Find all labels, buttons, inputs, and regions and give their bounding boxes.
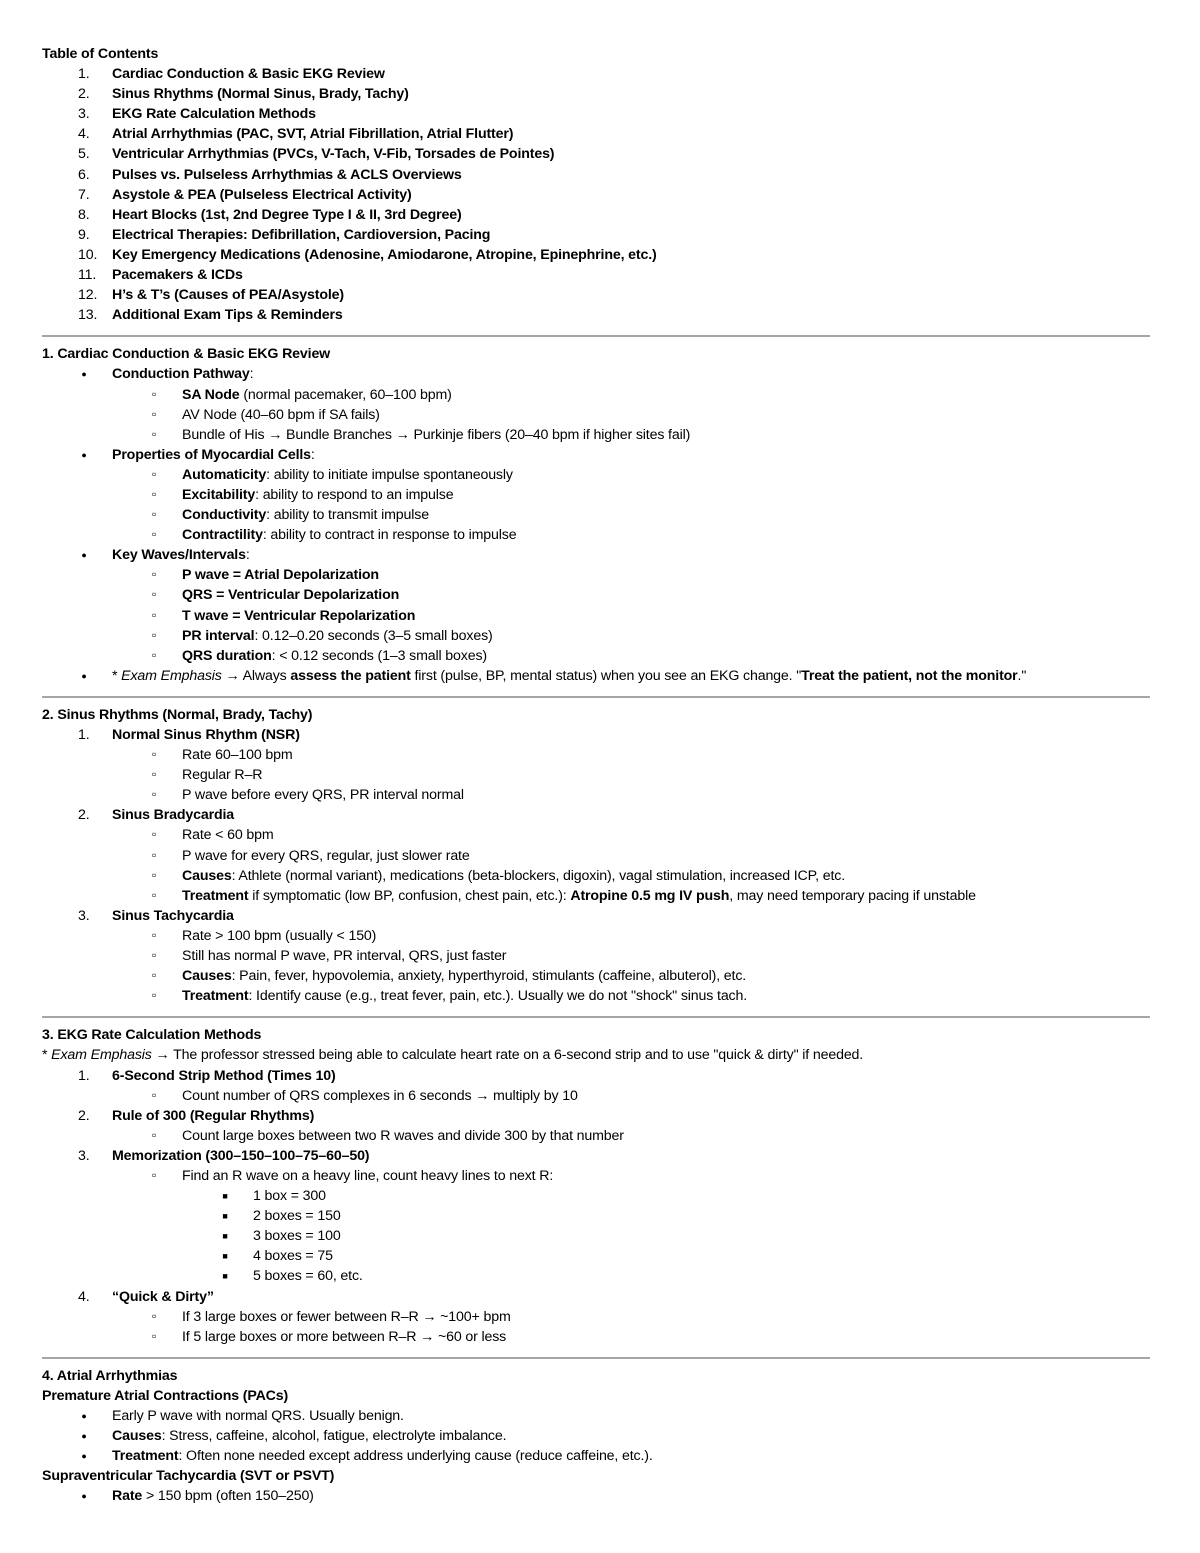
item-text: if symptomatic (low BP, confusion, chest pain, etc.): <box>248 887 571 904</box>
bullet-square-outline-icon <box>148 465 160 485</box>
toc-item-text: Heart Blocks (1st, 2nd Degree Type I & II, 3rd Degree) <box>112 206 462 223</box>
item-number: 3. <box>78 907 90 924</box>
section-atrial-arrhythmias <box>42 1366 1154 1507</box>
item-label: Conductivity <box>182 507 267 524</box>
toc-title: Table of Contents <box>42 46 159 62</box>
item-number: 2. <box>78 807 90 824</box>
toc-item-number: 2. <box>78 86 90 103</box>
horizontal-divider <box>42 696 1150 698</box>
list-item <box>42 745 1154 765</box>
emphasis-label: Exam Emphasis <box>121 667 222 684</box>
bullet-square-outline-icon <box>148 585 160 605</box>
bullet-square-outline-icon <box>148 745 160 765</box>
toc-item-text: Cardiac Conduction & Basic EKG Review <box>112 66 385 83</box>
item-number: 1. <box>78 727 90 743</box>
item-text: P wave before every QRS, PR interval normal <box>182 787 464 804</box>
bullet-square-outline-icon <box>148 646 160 666</box>
item-label: Rule of 300 (Regular Rhythms) <box>112 1107 315 1124</box>
item-text: : 0.12–0.20 seconds (3–5 small boxes) <box>254 627 493 644</box>
toc-item <box>42 144 1154 164</box>
list-item <box>42 445 1154 465</box>
horizontal-divider <box>42 1357 1150 1359</box>
numbered-item <box>42 906 1154 926</box>
item-text: → Always <box>221 667 291 684</box>
list-item <box>42 565 1154 585</box>
bullet-square-outline-icon <box>148 485 160 505</box>
bullet-square-outline-icon <box>148 926 160 946</box>
numbered-item <box>42 1287 1154 1307</box>
toc-item-text: Ventricular Arrhythmias (PVCs, V-Tach, V-Fib, Torsades de Pointes) <box>112 146 555 163</box>
item-text: : Pain, fever, hypovolemia, anxiety, hyperthyroid, stimulants (caffeine, albuterol), etc. <box>231 968 747 985</box>
list-item <box>42 1446 1154 1466</box>
list-item <box>42 1426 1154 1446</box>
list-item <box>42 1186 1154 1206</box>
section-sinus-rhythms <box>42 705 1154 1006</box>
item-text: Find an R wave on a heavy line, count heavy lines to next R: <box>182 1167 554 1184</box>
list-item <box>42 926 1154 946</box>
item-label: Rate <box>112 1488 143 1505</box>
bullet-square-outline-icon <box>148 946 160 966</box>
list-item <box>42 1206 1154 1226</box>
toc-item-number: 5. <box>78 146 90 163</box>
list-item <box>42 1307 1154 1327</box>
section-heading: 1. Cardiac Conduction & Basic EKG Review <box>42 346 331 363</box>
item-text: : ability to contract in response to impulse <box>262 527 517 544</box>
item-number: 2. <box>78 1107 90 1124</box>
item-label: PR interval <box>182 627 255 644</box>
subsection-heading: Premature Atrial Contractions (PACs) <box>42 1387 289 1404</box>
toc-item-text: Key Emergency Medications (Adenosine, Amiodarone, Atropine, Epinephrine, etc.) <box>112 246 657 263</box>
item-label: Treat the patient, not the monitor <box>801 667 1018 684</box>
item-label: 6-Second Strip Method (Times 10) <box>112 1067 336 1084</box>
item-number: 1. <box>78 1067 90 1084</box>
bullet-disc-icon <box>78 1446 90 1467</box>
bullet-square-outline-icon <box>148 866 160 886</box>
bullet-square-outline-icon <box>148 405 160 425</box>
toc-item-number: 6. <box>78 166 90 183</box>
numbered-item <box>42 1066 1154 1086</box>
toc-item-number: 13. <box>78 307 98 324</box>
list-item <box>42 1406 1154 1426</box>
list-item <box>42 585 1154 605</box>
toc-item <box>42 265 1154 285</box>
item-label: QRS = Ventricular Depolarization <box>182 587 400 604</box>
bullet-square-outline-icon <box>148 626 160 646</box>
section-rate-calculation <box>42 1025 1154 1347</box>
emphasis-label: Exam Emphasis <box>51 1047 152 1064</box>
item-text: Still has normal P wave, PR interval, QRS, just faster <box>182 948 507 965</box>
bullet-square-outline-icon <box>148 1327 160 1347</box>
toc-item-number: 10. <box>78 246 98 263</box>
list-item <box>42 364 1154 384</box>
item-label: Causes <box>182 968 232 985</box>
toc-item <box>42 305 1154 325</box>
list-item <box>42 846 1154 866</box>
section-cardiac-conduction <box>42 344 1154 686</box>
exam-emphasis-note <box>42 1045 1154 1065</box>
toc-item <box>42 104 1154 124</box>
bullet-disc-icon <box>78 666 90 687</box>
section-heading: 4. Atrial Arrhythmias <box>42 1367 178 1384</box>
bullet-square-outline-icon <box>148 846 160 866</box>
toc-item-number: 4. <box>78 126 90 143</box>
list-item <box>42 785 1154 805</box>
item-text: > 150 bpm (often 150–250) <box>142 1488 314 1505</box>
bullet-disc-icon <box>78 1426 90 1447</box>
bullet-square-outline-icon <box>148 1307 160 1327</box>
item-text: Bundle of His → Bundle Branches → Purkinje fibers (20–40 bpm if higher sites fail) <box>182 426 691 443</box>
item-label: Excitability <box>182 486 256 503</box>
item-text: : <box>310 446 315 463</box>
asterisk: * <box>42 1047 52 1064</box>
toc-item-number: 9. <box>78 226 90 243</box>
item-text: Rate < 60 bpm <box>182 827 274 844</box>
item-text: (normal pacemaker, 60–100 bpm) <box>239 386 452 403</box>
item-label: Treatment <box>182 988 249 1005</box>
bullet-square-outline-icon <box>148 1166 160 1186</box>
item-text: : ability to respond to an impulse <box>255 486 454 503</box>
item-label: Normal Sinus Rhythm (NSR) <box>112 727 300 743</box>
item-text: 1 box = 300 <box>253 1188 326 1205</box>
list-item <box>42 966 1154 986</box>
list-item <box>42 425 1154 445</box>
list-item <box>42 385 1154 405</box>
item-label: Key Waves/Intervals <box>112 547 246 564</box>
toc-item <box>42 84 1154 104</box>
list-item <box>42 866 1154 886</box>
list-item <box>42 626 1154 646</box>
toc-item-number: 1. <box>78 66 90 83</box>
item-text: first (pulse, BP, mental status) when you see an EKG change. " <box>410 667 802 684</box>
item-label: Atropine 0.5 mg IV push <box>570 887 730 904</box>
horizontal-divider <box>42 1016 1150 1018</box>
item-text: Count large boxes between two R waves and divide 300 by that number <box>182 1127 624 1144</box>
item-label: Sinus Tachycardia <box>112 907 234 924</box>
list-item <box>42 986 1154 1006</box>
item-text: Regular R–R <box>182 767 263 784</box>
bullet-square-outline-icon <box>148 825 160 845</box>
list-item <box>42 485 1154 505</box>
list-item <box>42 1327 1154 1347</box>
list-item <box>42 765 1154 785</box>
subsection-heading: Supraventricular Tachycardia (SVT or PSVT) <box>42 1468 335 1485</box>
list-item <box>42 606 1154 626</box>
toc-item <box>42 185 1154 205</box>
item-text: : ability to initiate impulse spontaneously <box>266 466 513 483</box>
list-item <box>42 1126 1154 1146</box>
item-text: 3 boxes = 100 <box>253 1228 341 1245</box>
list-item <box>42 1246 1154 1266</box>
bullet-square-icon <box>219 1226 231 1247</box>
bullet-disc-icon <box>78 445 90 466</box>
item-text: : < 0.12 seconds (1–3 small boxes) <box>271 647 487 664</box>
item-text: Rate 60–100 bpm <box>182 747 293 764</box>
item-label: QRS duration <box>182 647 272 664</box>
toc-item <box>42 285 1154 305</box>
bullet-disc-icon <box>78 545 90 566</box>
toc-item <box>42 205 1154 225</box>
item-text: , may need temporary pacing if unstable <box>729 887 976 904</box>
bullet-square-icon <box>219 1246 231 1267</box>
item-text: Rate > 100 bpm (usually < 150) <box>182 927 377 944</box>
list-item <box>42 1226 1154 1246</box>
toc-item-text: Pulses vs. Pulseless Arrhythmias & ACLS Overviews <box>112 166 462 183</box>
item-label: Conduction Pathway <box>112 366 250 383</box>
bullet-square-outline-icon <box>148 765 160 785</box>
bullet-square-icon <box>219 1266 231 1287</box>
item-label: P wave = Atrial Depolarization <box>182 567 379 584</box>
numbered-item <box>42 1146 1154 1166</box>
toc-item-text: Pacemakers & ICDs <box>112 267 243 284</box>
item-text: : Often none needed except address underlying cause (reduce caffeine, etc.). <box>178 1448 653 1465</box>
item-text: P wave for every QRS, regular, just slower rate <box>182 847 470 864</box>
numbered-item <box>42 1106 1154 1126</box>
item-text: : Identify cause (e.g., treat fever, pain, etc.). Usually we do not "shock" sinus tach. <box>248 988 748 1005</box>
bullet-disc-icon <box>78 1406 90 1427</box>
item-text: : Stress, caffeine, alcohol, fatigue, electrolyte imbalance. <box>161 1428 507 1445</box>
item-label: Properties of Myocardial Cells <box>112 446 311 463</box>
toc-item-number: 7. <box>78 186 90 203</box>
list-item <box>42 825 1154 845</box>
bullet-square-outline-icon <box>148 505 160 525</box>
list-item <box>42 1086 1154 1106</box>
list-item <box>42 1266 1154 1286</box>
numbered-item <box>42 725 1154 745</box>
item-text: 5 boxes = 60, etc. <box>253 1268 363 1285</box>
section-heading: 3. EKG Rate Calculation Methods <box>42 1027 262 1044</box>
item-text: Early P wave with normal QRS. Usually benign. <box>112 1408 404 1424</box>
list-item <box>42 465 1154 485</box>
item-label: Contractility <box>182 527 263 544</box>
toc-item-number: 12. <box>78 287 98 304</box>
list-item <box>42 946 1154 966</box>
item-text: If 3 large boxes or fewer between R–R → ~100+ bpm <box>182 1308 511 1325</box>
toc-item-text: Additional Exam Tips & Reminders <box>112 307 343 324</box>
horizontal-divider <box>42 335 1150 337</box>
toc-item <box>42 124 1154 144</box>
toc-item-text: Electrical Therapies: Defibrillation, Cardioversion, Pacing <box>112 226 491 243</box>
bullet-square-outline-icon <box>148 986 160 1006</box>
toc-item-number: 8. <box>78 206 90 223</box>
toc-item-number: 3. <box>78 106 90 123</box>
toc-item <box>42 64 1154 84</box>
list-item <box>42 525 1154 545</box>
item-label: Memorization (300–150–100–75–60–50) <box>112 1147 370 1164</box>
toc-item <box>42 225 1154 245</box>
item-label: Treatment <box>182 887 249 904</box>
list-item <box>42 886 1154 906</box>
item-text: : <box>245 547 250 564</box>
bullet-square-outline-icon <box>148 785 160 805</box>
item-label: Causes <box>182 867 232 884</box>
item-text: : <box>249 366 254 383</box>
item-label: T wave = Ventricular Repolarization <box>182 607 416 624</box>
item-label: SA Node <box>182 386 240 403</box>
item-label: Sinus Bradycardia <box>112 807 235 824</box>
item-number: 4. <box>78 1288 90 1305</box>
list-item <box>42 1166 1154 1186</box>
list-item <box>42 545 1154 565</box>
toc-item-text: Atrial Arrhythmias (PAC, SVT, Atrial Fibrillation, Atrial Flutter) <box>112 126 514 143</box>
item-label: Automaticity <box>182 466 267 483</box>
toc-item-text: Asystole & PEA (Pulseless Electrical Activity) <box>112 186 412 203</box>
exam-emphasis-note <box>42 666 1154 686</box>
bullet-square-outline-icon <box>148 886 160 906</box>
bullet-square-outline-icon <box>148 525 160 545</box>
bullet-square-outline-icon <box>148 606 160 626</box>
bullet-square-outline-icon <box>148 1086 160 1106</box>
item-text: : ability to transmit impulse <box>266 507 429 524</box>
item-label: “Quick & Dirty” <box>112 1288 214 1305</box>
item-text: → The professor stressed being able to calculate heart rate on a 6-second strip and to use "quick & dirty" if needed. <box>151 1047 864 1064</box>
bullet-square-outline-icon <box>148 1126 160 1146</box>
bullet-square-outline-icon <box>148 565 160 585</box>
bullet-square-icon <box>219 1206 231 1227</box>
toc-item <box>42 165 1154 185</box>
toc-item-text: H’s & T’s (Causes of PEA/Asystole) <box>112 287 344 304</box>
bullet-square-icon <box>219 1186 231 1207</box>
item-text: ." <box>1017 667 1027 684</box>
item-text: : Athlete (normal variant), medications (beta-blockers, digoxin), vagal stimulation, increased ICP, etc. <box>231 867 845 884</box>
toc-item-text: EKG Rate Calculation Methods <box>112 106 316 123</box>
item-label: Causes <box>112 1428 162 1445</box>
asterisk: * <box>112 667 122 684</box>
list-item <box>42 505 1154 525</box>
toc-item-text: Sinus Rhythms (Normal Sinus, Brady, Tachy) <box>112 86 409 103</box>
item-number: 3. <box>78 1147 90 1164</box>
toc-item-number: 11. <box>78 267 97 284</box>
list-item <box>42 405 1154 425</box>
item-text: 4 boxes = 75 <box>253 1248 333 1265</box>
section-heading: 2. Sinus Rhythms (Normal, Brady, Tachy) <box>42 706 313 723</box>
item-text: AV Node (40–60 bpm if SA fails) <box>182 406 380 423</box>
toc-item <box>42 245 1154 265</box>
bullet-square-outline-icon <box>148 966 160 986</box>
item-text: 2 boxes = 150 <box>253 1208 341 1225</box>
bullet-square-outline-icon <box>148 425 160 445</box>
item-text: If 5 large boxes or more between R–R → ~60 or less <box>182 1328 507 1345</box>
numbered-item <box>42 805 1154 825</box>
list-item <box>42 646 1154 666</box>
item-text: Count number of QRS complexes in 6 seconds → multiply by 10 <box>182 1087 578 1104</box>
list-item <box>42 1486 1154 1506</box>
bullet-square-outline-icon <box>148 385 160 405</box>
toc-list <box>42 64 1154 325</box>
bullet-disc-icon <box>78 364 90 385</box>
item-label: assess the patient <box>290 667 411 684</box>
bullet-disc-icon <box>78 1486 90 1507</box>
item-label: Treatment <box>112 1448 179 1465</box>
